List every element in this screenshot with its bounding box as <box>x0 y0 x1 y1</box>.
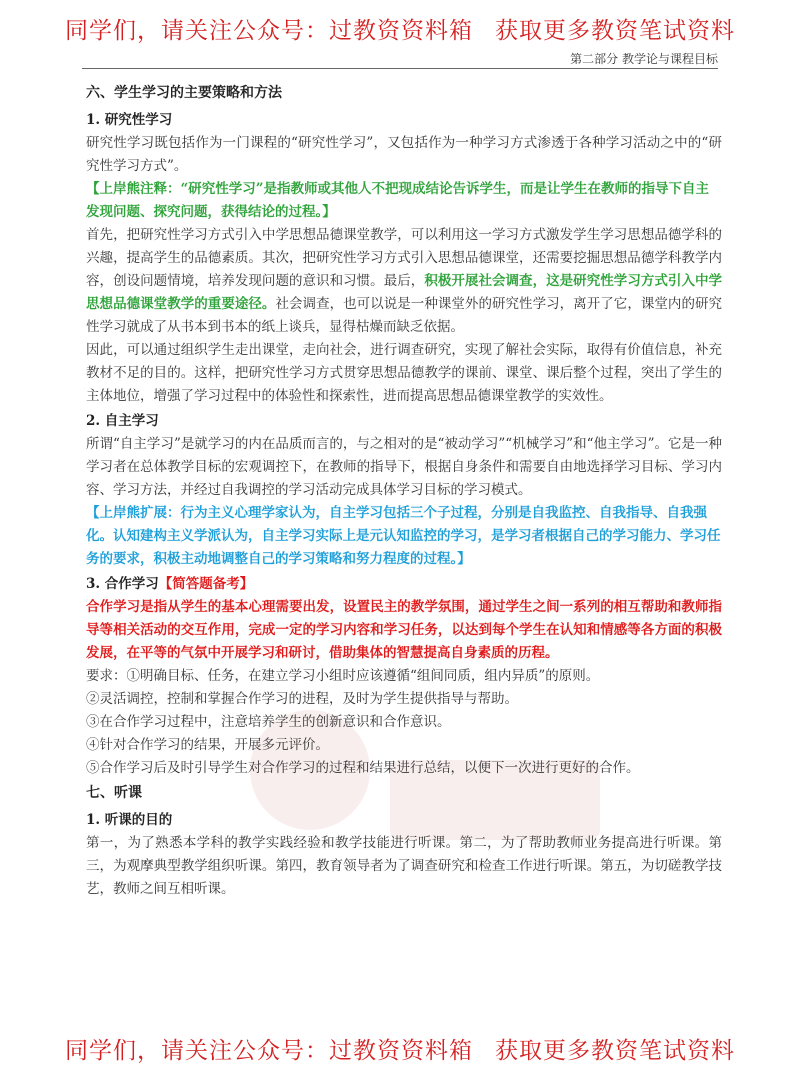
subsection-heading-research-learning: 1. 研究性学习 <box>86 112 173 128</box>
subsection-heading-autonomous-learning: 2. 自主学习 <box>86 413 159 429</box>
section-heading-6: 六、学生学习的主要策略和方法 <box>86 85 282 101</box>
requirement-item: ④针对合作学习的结果，开展多元评价。 <box>86 737 329 753</box>
extension-note: 【上岸熊扩展：行为主义心理学家认为，自主学习包括三个子过程，分别是自我监控、自我指导、自我强化。认知建构主义学派认为，自主学习实际上是元认知监控的学习，是学习者根据自己的学习能力、学习任务的要求，积极主动地调整自己的学习策略和努力程度的过程。】 <box>86 505 721 567</box>
requirement-item: ⑤合作学习后及时引导学生对合作学习的过程和结果进行总结，以便下一次进行更好的合作。 <box>86 760 640 776</box>
document-body <box>86 82 722 901</box>
subsection-heading-cooperative-learning <box>86 573 722 596</box>
promo-banner-text-1: 同学们，请关注公众号：过教资资料箱 <box>65 1038 473 1064</box>
section-heading-7: 七、听课 <box>86 785 142 801</box>
paragraph <box>86 224 722 339</box>
promo-banner-text-1: 同学们，请关注公众号：过教资资料箱 <box>65 18 473 44</box>
paragraph-text: 社会调查，也可以说是一种课堂外的研究性学习，离开了它，课堂内的研究性学习就成了从书本到书本的纸上谈兵，显得枯燥而缺乏依据。 <box>86 296 723 335</box>
paragraph: 所谓“自主学习”是就学习的内在品质而言的，与之相对的是“被动学习”“机械学习”和“他主学习”。它是一种学习者在总体教学目标的宏观调控下，在教师的指导下，根据自身条件和需要自由地选择学习目标、学习内容、学习方法，并经过自我调控的学习活动完成具体学习目标的学习模式。 <box>86 436 722 498</box>
promo-banner-bottom <box>0 1032 800 1065</box>
requirement-item: ②灵活调控，控制和掌握合作学习的进程，及时为学生提供指导与帮助。 <box>86 691 518 707</box>
running-head: 第二部分 教学论与课程目标 <box>570 52 718 66</box>
paragraph: 因此，可以通过组织学生走出课堂，走向社会，进行调查研究，实现了解社会实际，取得有价值信息，补充教材不足的目的。这样，把研究性学习方式贯穿思想品德教学的课前、课堂、课后整个过程，突出了学生的主体地位，增强了学习过程中的体验性和探索性，进而提高思想品德课堂教学的实效性。 <box>86 342 722 404</box>
subsection-heading-text: 3. 合作学习 <box>86 576 159 592</box>
paragraph: 研究性学习既包括作为一门课程的“研究性学习”，又包括作为一种学习方式渗透于各种学习活动之中的“研究性学习方式”。 <box>86 135 722 174</box>
highlighted-text: 积极开展社会调查，这是研究性学习方式引入中学思想品德课堂教学的重要途径。 <box>86 273 723 312</box>
paragraph-text: 首先，把研究性学习方式引入中学思想品德课堂教学，可以利用这一学习方式激发学生学习思想品德学科的兴趣，提高学生的品德素质。其次，把研究性学习方式引入思想品德课堂，还需要挖掘思想品德学科教学内容，创设问题情境，培养发现问题的意识和习惯。最后， <box>86 227 722 289</box>
promo-banner-text-2: 获取更多教资笔试资料 <box>495 18 735 44</box>
paragraph: 第一，为了熟悉本学科的教学实践经验和教学技能进行听课。第二，为了帮助教师业务提高进行听课。第三，为观摩典型教学组织听课。第四，教育领导者为了调查研究和检查工作进行听课。第五，为切磋教学技艺，教师之间互相听课。 <box>86 835 722 897</box>
subsection-heading-lecture-purpose: 1. 听课的目的 <box>86 812 173 828</box>
annotation-note: 【上岸熊注释：“研究性学习”是指教师或其他人不把现成结论告诉学生，而是让学生在教师的指导下自主发现问题、探究问题，获得结论的过程。】 <box>86 181 710 220</box>
definition-text: 合作学习是指从学生的基本心理需要出发，设置民主的教学氛围，通过学生之间一系列的相互帮助和教师指导等相关活动的交互作用，完成一定的学习内容和学习任务，以达到每个学生在认知和情感等各方面的积极发展，在平等的气氛中开展学习和研讨，借助集体的智慧提高自身素质的历程。 <box>86 599 722 661</box>
promo-banner-top <box>0 12 800 45</box>
requirement-item: ③在合作学习过程中，注意培养学生的创新意识和合作意识。 <box>86 714 451 730</box>
promo-banner-text-2: 获取更多教资笔试资料 <box>495 1038 735 1064</box>
exam-tag: 【简答题备考】 <box>158 576 254 592</box>
requirement-item: 要求：①明确目标、任务，在建立学习小组时应该遵循“组间同质，组内异质”的原则。 <box>86 668 600 684</box>
header-divider <box>82 68 718 69</box>
